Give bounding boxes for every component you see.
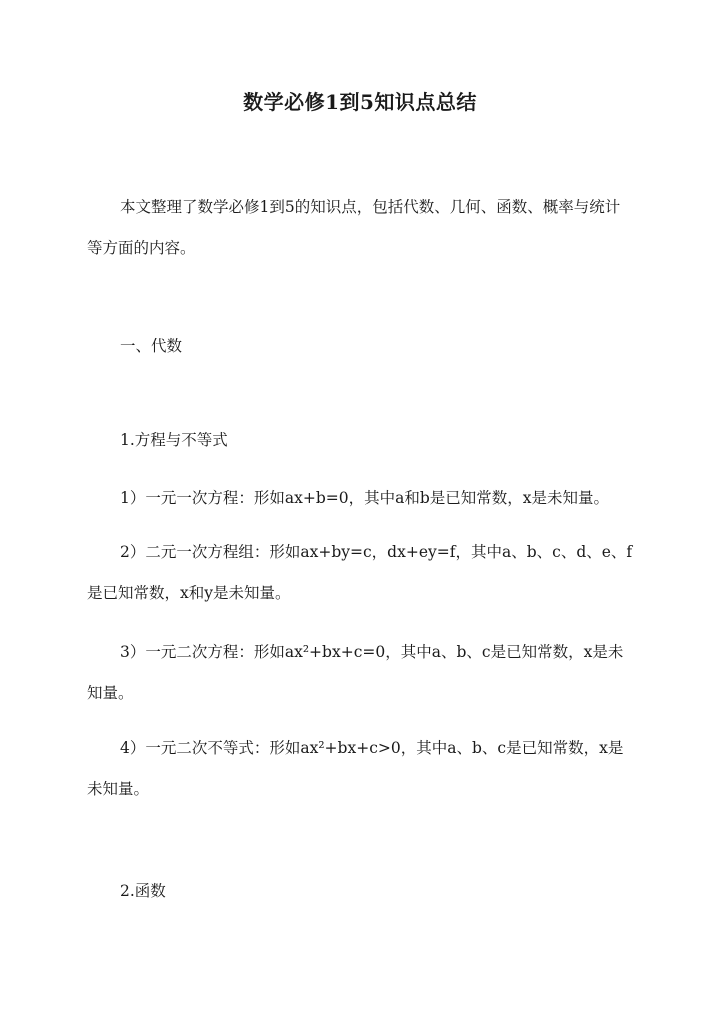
list-item-quadratic-equation: 3）一元二次方程：形如ax²+bx+c=0，其中a、b、c是已知常数，x是未知量。 bbox=[87, 643, 624, 702]
section-heading-algebra: 一、代数 bbox=[120, 337, 183, 355]
list-item-linear-equation: 1）一元一次方程：形如ax+b=0，其中a和b是已知常数，x是未知量。 bbox=[120, 489, 610, 507]
subsection-heading-functions: 2.函数 bbox=[120, 882, 166, 900]
document-title: 数学必修1到5知识点总结 bbox=[243, 90, 477, 114]
list-item-linear-system: 2）二元一次方程组：形如ax+by=c，dx+ey=f，其中a、b、c、d、e、f是已知常数，x和y是未知量。 bbox=[87, 543, 633, 602]
subsection-heading-equations: 1.方程与不等式 bbox=[120, 431, 228, 449]
intro-paragraph: 本文整理了数学必修1到5的知识点，包括代数、几何、函数、概率与统计等方面的内容。 bbox=[87, 198, 621, 257]
list-item-quadratic-inequality: 4）一元二次不等式：形如ax²+bx+c>0，其中a、b、c是已知常数，x是未知量。 bbox=[87, 739, 624, 798]
